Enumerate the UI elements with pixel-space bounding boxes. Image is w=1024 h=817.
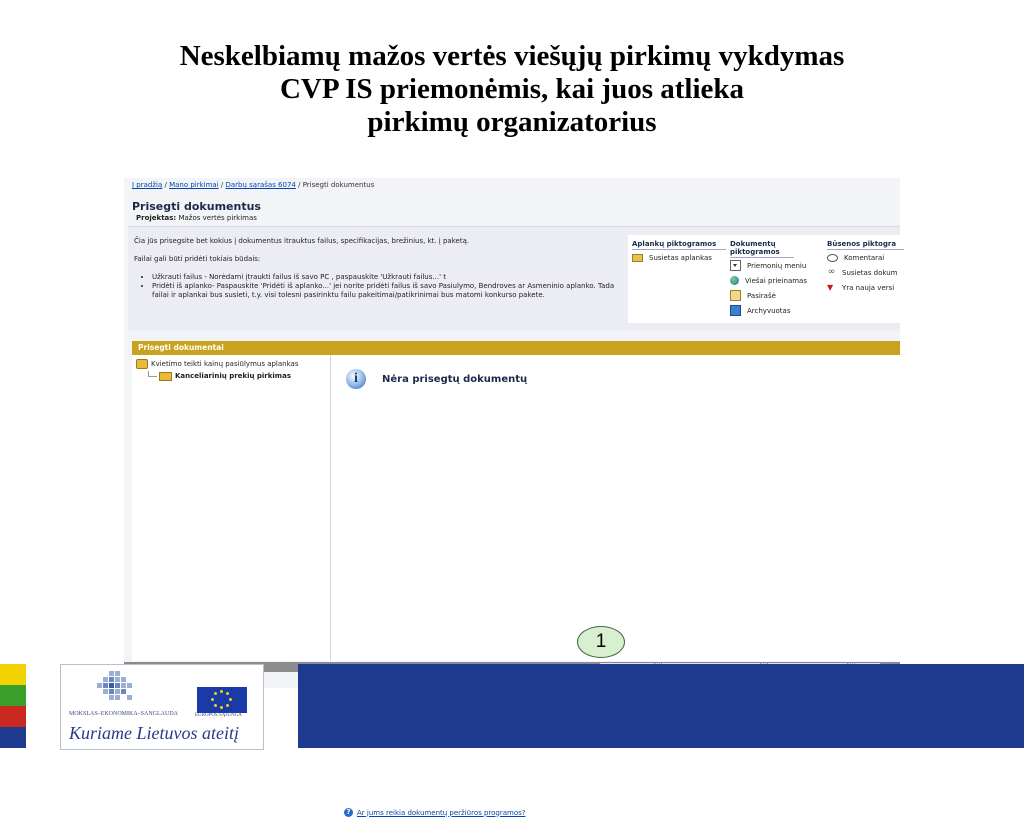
breadcrumb-home-link[interactable]: Į pradžią bbox=[132, 181, 163, 189]
footer-logo bbox=[60, 664, 264, 750]
tree-connector bbox=[148, 371, 157, 377]
project-label: Projektas: bbox=[136, 214, 177, 222]
strip-blue bbox=[0, 727, 26, 748]
info-icon: i bbox=[346, 369, 366, 389]
legend-folder-header: Aplankų piktogramos bbox=[632, 240, 726, 250]
callout-number-badge: 1 bbox=[577, 626, 625, 658]
mes-logo-icon bbox=[97, 671, 137, 705]
strip-red bbox=[0, 706, 26, 727]
legend-status-icons bbox=[827, 240, 904, 295]
link-icon: ∞ bbox=[827, 267, 836, 277]
eu-name: EUROPOS SĄJUNGA bbox=[195, 713, 242, 718]
comment-icon bbox=[827, 254, 838, 262]
instructions-text bbox=[134, 237, 624, 300]
motto: Kuriame Lietuvos ateitį bbox=[69, 723, 239, 743]
icon-legend bbox=[628, 235, 904, 323]
legend-item: Archyvuotas bbox=[730, 303, 822, 318]
breadcrumb: Į pradžią / Mano pirkimai / Darbų sąrašas 6074 / Prisegti dokumentus bbox=[132, 181, 375, 189]
legend-item: ▼ Yra nauja versi bbox=[827, 283, 895, 292]
legend-status-header: Būsenos piktogra bbox=[827, 240, 904, 250]
tree-root-folder[interactable]: Kvietimo teikti kainų pasiūlymus aplankas bbox=[132, 358, 330, 370]
instructions-intro: Čia jūs prisegsite bet kokius į dokumentus itrauktus failus, specifikacijas, brežinius, kt. į paketą. bbox=[134, 237, 470, 245]
new-version-flag-icon: ▼ bbox=[827, 283, 834, 292]
slide-title-line-1: Neskelbiamų mažos vertės viešųjų pirkimų vykdymas bbox=[179, 40, 845, 72]
globe-icon bbox=[730, 276, 739, 285]
breadcrumb-current: Prisegti dokumentus bbox=[302, 181, 375, 189]
project-value: Mažos vertės pirkimas bbox=[178, 214, 257, 222]
linked-folder-icon bbox=[632, 254, 643, 262]
menu-dropdown-icon bbox=[730, 260, 741, 271]
instructions-panel bbox=[128, 226, 900, 331]
section-header: Prisegti dokumentai bbox=[132, 341, 900, 355]
folder-tree bbox=[132, 355, 331, 661]
empty-state bbox=[346, 369, 527, 389]
signed-icon bbox=[730, 290, 741, 301]
breadcrumb-my-purchases-link[interactable]: Mano pirkimai bbox=[169, 181, 219, 189]
legend-item: Komentarai bbox=[827, 250, 904, 265]
strip-yellow bbox=[0, 664, 26, 685]
legend-item: Pasirašė bbox=[730, 288, 822, 303]
legend-item: Priemonių meniu bbox=[730, 258, 822, 273]
slide-title bbox=[60, 40, 964, 139]
page-title: Prisegti dokumentus bbox=[132, 200, 261, 213]
instructions-ways: Failai gali būti pridėti tokiais būdais: bbox=[134, 255, 261, 263]
help-icon: ? bbox=[344, 808, 353, 817]
project-info bbox=[136, 214, 257, 222]
instructions-list bbox=[134, 273, 624, 300]
eu-flag-icon bbox=[197, 687, 247, 713]
legend-folder-icons bbox=[632, 240, 726, 265]
viewer-help-text[interactable]: Ar jums reikia dokumentų peržiūros programos? bbox=[357, 808, 526, 817]
viewer-help-link[interactable] bbox=[344, 808, 526, 817]
breadcrumb-worklist-link[interactable]: Darbų sąrašas 6074 bbox=[225, 181, 296, 189]
footer-band bbox=[298, 664, 1024, 748]
legend-item: Susietas aplankas bbox=[632, 250, 726, 265]
instruction-item: • Pridėti iš aplanko- Paspauskite 'Pridėti iš aplanko...' jei norite pridėti failus iš savo Pasiulymo, Bendroves ar Asmeninio aplanko. Tada failai ir aplankai bus susieti, t.y. visi tolesni pasirinktu failu pakeitimai/patikrinimai bus matomi konkurso pakete. bbox=[152, 282, 624, 300]
org-name: MOKSLAS–EKONOMIKA–SANGLAUDA bbox=[69, 711, 179, 717]
legend-doc-header: Dokumentų piktogramos bbox=[730, 240, 794, 258]
empty-message: Nėra prisegtų dokumentų bbox=[382, 373, 528, 385]
slide-title-line-3: pirkimų organizatorius bbox=[367, 106, 657, 138]
folder-icon bbox=[159, 372, 172, 381]
tree-child-folder[interactable]: Kanceliarinių prekių pirkimas bbox=[132, 370, 330, 382]
slide-title-line-2: CVP IS priemonėmis, kai juos atlieka bbox=[279, 73, 745, 105]
legend-item: ∞ Susietas dokum bbox=[827, 267, 898, 277]
brand-color-strip bbox=[0, 664, 26, 748]
folder-open-icon bbox=[136, 359, 148, 369]
strip-green bbox=[0, 685, 26, 706]
legend-doc-icons bbox=[730, 240, 822, 318]
instruction-item: • Užkrauti failus - Norėdami įtraukti failus iš savo PC , paspauskite 'Užkrauti failus...' t bbox=[152, 273, 624, 282]
legend-item: Viešai prieinamas bbox=[730, 273, 822, 288]
archive-icon bbox=[730, 305, 741, 316]
